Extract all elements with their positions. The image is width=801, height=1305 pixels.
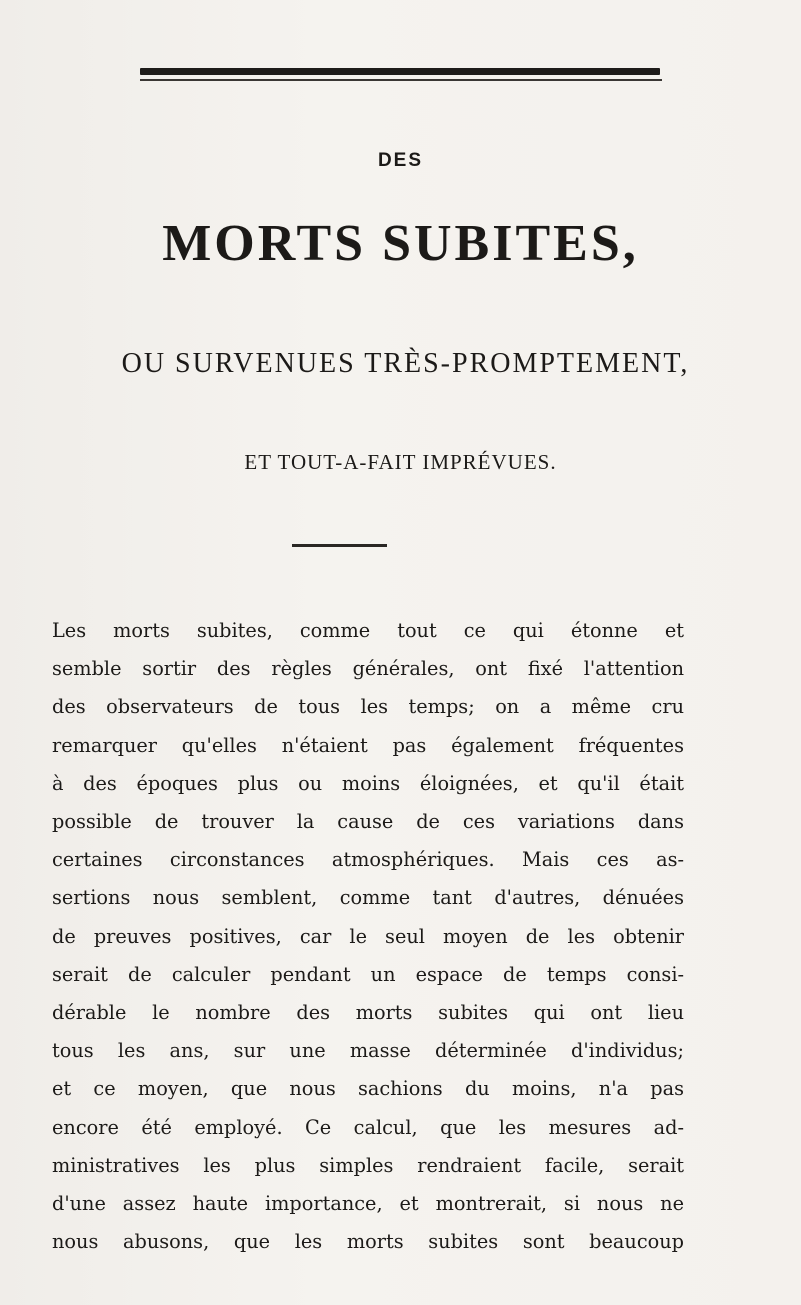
text-line: ministratives les plus simples rendraient facile, serait [52,1153,684,1177]
text-line: de preuves positives, car le seul moyen de les obtenir [52,924,684,948]
text-line: certaines circonstances atmosphériques. Mais ces as- [52,848,684,872]
top-double-rule-thin [140,79,662,81]
text-line: serait de calculer pendant un espace de temps consi- [52,962,684,986]
text-line: Les morts subites, comme tout ce qui étonne et [52,619,684,642]
section-divider [292,544,387,547]
subtitle-line-1: OU SURVENUES TRÈS-PROMPTEMENT, [121,348,690,379]
text-line: dérable le nombre des morts subites qui ont lieu [52,1001,684,1025]
text-line: sertions nous semblent, comme tant d'autres, dénuées [52,886,684,910]
text-line: et ce moyen, que nous sachions du moins, n'a pas [52,1077,684,1101]
text-line: tous les ans, sur une masse déterminée d'individus; [52,1039,684,1063]
text-line: d'une assez haute importance, et montrerait, si nous ne [52,1192,684,1216]
page-title: MORTS SUBITES, [162,215,639,272]
text-line: des observateurs de tous les temps; on a même cru [52,695,684,719]
heading-des: DES [377,150,424,171]
text-line: à des époques plus ou moins éloignées, et qu'il était [52,771,684,795]
text-line: remarquer qu'elles n'étaient pas également fréquentes [52,733,684,757]
body-paragraph [52,612,684,1261]
top-double-rule-thick [140,68,660,75]
subtitle-line-2: ET TOUT-A-FAIT IMPRÉVUES. [244,450,557,474]
text-line: possible de trouver la cause de ces variations dans [52,810,684,834]
text-line: semble sortir des règles générales, ont fixé l'attention [52,657,684,681]
text-line: nous abusons, que les morts subites sont beaucoup [52,1230,684,1254]
text-line: encore été employé. Ce calcul, que les mesures ad- [52,1115,684,1139]
